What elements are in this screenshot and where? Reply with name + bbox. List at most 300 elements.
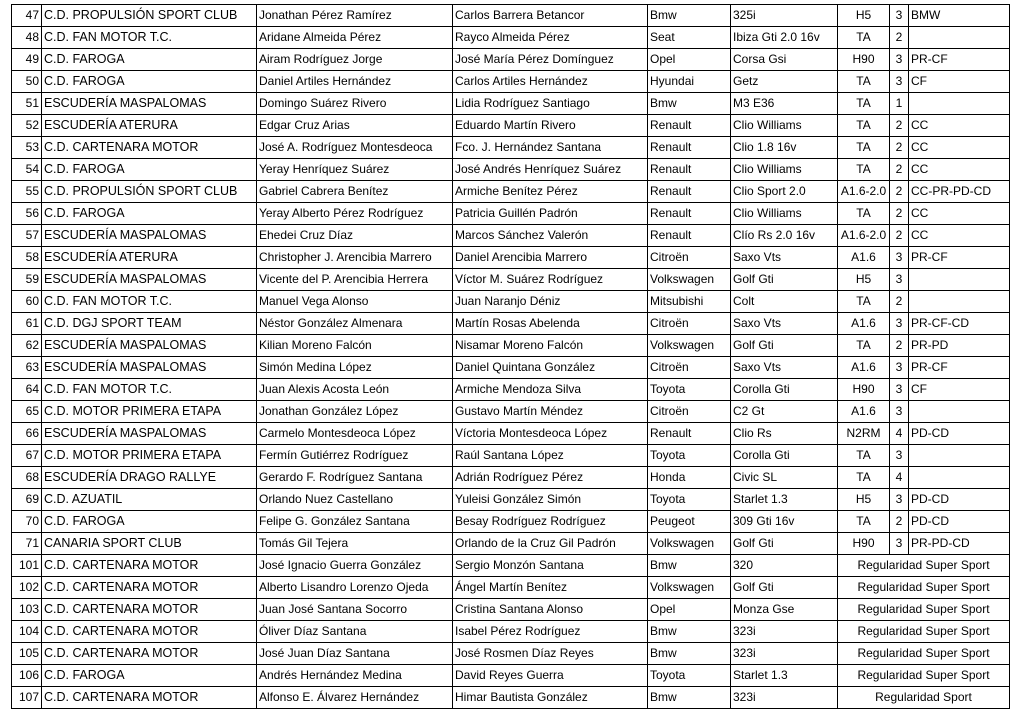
- entry-number: 59: [12, 269, 42, 291]
- table-row: [12, 115, 1010, 137]
- observations: CC: [909, 137, 1010, 159]
- entry-number: 58: [12, 247, 42, 269]
- pilot-name: Vicente del P. Arencibia Herrera: [257, 269, 453, 291]
- car-model: Clio 1.8 16v: [731, 137, 838, 159]
- pilot-name: Simón Medina López: [257, 357, 453, 379]
- entry-number: 57: [12, 225, 42, 247]
- copilot-name: José Andrés Henríquez Suárez: [453, 159, 648, 181]
- observations: PR-CF: [909, 357, 1010, 379]
- car-brand: Toyota: [648, 445, 731, 467]
- car-category: TA: [838, 71, 890, 93]
- car-brand: Citroën: [648, 247, 731, 269]
- team-name: ESCUDERÍA MASPALOMAS: [42, 357, 257, 379]
- table-row: [12, 621, 1010, 643]
- pilot-name: Óliver Díaz Santana: [257, 621, 453, 643]
- observations: PR-PD: [909, 335, 1010, 357]
- pilot-name: Felipe G. González Santana: [257, 511, 453, 533]
- car-brand: Toyota: [648, 665, 731, 687]
- copilot-name: Patricia Guillén Padrón: [453, 203, 648, 225]
- car-model: Clio Rs: [731, 423, 838, 445]
- copilot-name: Lidia Rodríguez Santiago: [453, 93, 648, 115]
- car-group: 3: [890, 313, 909, 335]
- copilot-name: Gustavo Martín Méndez: [453, 401, 648, 423]
- table-row: [12, 687, 1010, 709]
- observations: PD-CD: [909, 423, 1010, 445]
- table-row: [12, 555, 1010, 577]
- car-group: 2: [890, 181, 909, 203]
- car-model: Saxo Vts: [731, 357, 838, 379]
- table-row: [12, 489, 1010, 511]
- car-group: 4: [890, 423, 909, 445]
- observations: CC-PR-PD-CD: [909, 181, 1010, 203]
- team-name: C.D. CARTENARA MOTOR: [42, 621, 257, 643]
- pilot-name: Andrés Hernández Medina: [257, 665, 453, 687]
- car-group: 2: [890, 27, 909, 49]
- car-model: Starlet 1.3: [731, 489, 838, 511]
- table-row: [12, 5, 1010, 27]
- car-brand: Volkswagen: [648, 335, 731, 357]
- table-row: [12, 643, 1010, 665]
- pilot-name: José A. Rodríguez Montesdeoca: [257, 137, 453, 159]
- team-name: C.D. PROPULSIÓN SPORT CLUB: [42, 5, 257, 27]
- entry-list-body: [12, 5, 1010, 709]
- entry-number: 68: [12, 467, 42, 489]
- car-category: H5: [838, 5, 890, 27]
- table-row: [12, 445, 1010, 467]
- team-name: C.D. PROPULSIÓN SPORT CLUB: [42, 181, 257, 203]
- copilot-name: Besay Rodríguez Rodríguez: [453, 511, 648, 533]
- table-row: [12, 467, 1010, 489]
- car-model: Golf Gti: [731, 335, 838, 357]
- car-group: 2: [890, 511, 909, 533]
- car-model: Corolla Gti: [731, 445, 838, 467]
- table-row: [12, 335, 1010, 357]
- team-name: ESCUDERÍA MASPALOMAS: [42, 225, 257, 247]
- team-name: C.D. FAN MOTOR T.C.: [42, 291, 257, 313]
- car-group: 3: [890, 269, 909, 291]
- car-model: Clio Williams: [731, 159, 838, 181]
- car-brand: Renault: [648, 423, 731, 445]
- car-model: M3 E36: [731, 93, 838, 115]
- team-name: C.D. AZUATIL: [42, 489, 257, 511]
- entry-number: 105: [12, 643, 42, 665]
- car-model: 320: [731, 555, 838, 577]
- observations: CF: [909, 379, 1010, 401]
- car-brand: Renault: [648, 115, 731, 137]
- observations: PD-CD: [909, 489, 1010, 511]
- car-model: Civic SL: [731, 467, 838, 489]
- observations: PR-CF: [909, 49, 1010, 71]
- copilot-name: José María Pérez Domínguez: [453, 49, 648, 71]
- team-name: C.D. FAROGA: [42, 49, 257, 71]
- entry-number: 60: [12, 291, 42, 313]
- entry-number: 67: [12, 445, 42, 467]
- copilot-name: Adrián Rodríguez Pérez: [453, 467, 648, 489]
- entry-number: 55: [12, 181, 42, 203]
- car-model: Golf Gti: [731, 533, 838, 555]
- pilot-name: Airam Rodríguez Jorge: [257, 49, 453, 71]
- observations: [909, 467, 1010, 489]
- table-row: [12, 511, 1010, 533]
- team-name: C.D. CARTENARA MOTOR: [42, 577, 257, 599]
- copilot-name: Víctoria Montesdeoca López: [453, 423, 648, 445]
- pilot-name: Jonathan González López: [257, 401, 453, 423]
- car-brand: Hyundai: [648, 71, 731, 93]
- observations: CC: [909, 225, 1010, 247]
- copilot-name: Sergio Monzón Santana: [453, 555, 648, 577]
- car-category: TA: [838, 159, 890, 181]
- pilot-name: Juan Alexis Acosta León: [257, 379, 453, 401]
- copilot-name: Raúl Santana López: [453, 445, 648, 467]
- car-model: Clio Williams: [731, 203, 838, 225]
- pilot-name: Gerardo F. Rodríguez Santana: [257, 467, 453, 489]
- car-category: A1.6: [838, 313, 890, 335]
- copilot-name: Carlos Artiles Hernández: [453, 71, 648, 93]
- entry-number: 56: [12, 203, 42, 225]
- team-name: C.D. DGJ SPORT TEAM: [42, 313, 257, 335]
- copilot-name: Eduardo Martín Rivero: [453, 115, 648, 137]
- car-brand: Bmw: [648, 555, 731, 577]
- car-brand: Opel: [648, 49, 731, 71]
- car-model: Clio Sport 2.0: [731, 181, 838, 203]
- car-group: 2: [890, 115, 909, 137]
- table-row: [12, 313, 1010, 335]
- entry-number: 70: [12, 511, 42, 533]
- car-model: Saxo Vts: [731, 313, 838, 335]
- entry-number: 47: [12, 5, 42, 27]
- copilot-name: Daniel Quintana González: [453, 357, 648, 379]
- car-model: C2 Gt: [731, 401, 838, 423]
- car-model: Monza Gse: [731, 599, 838, 621]
- observations: [909, 27, 1010, 49]
- table-row: [12, 577, 1010, 599]
- car-group: 3: [890, 71, 909, 93]
- table-row: [12, 423, 1010, 445]
- car-category: A1.6: [838, 357, 890, 379]
- entry-number: 64: [12, 379, 42, 401]
- observations: CF: [909, 71, 1010, 93]
- entry-number: 104: [12, 621, 42, 643]
- table-row: [12, 93, 1010, 115]
- copilot-name: David Reyes Guerra: [453, 665, 648, 687]
- car-group: 2: [890, 203, 909, 225]
- copilot-name: Fco. J. Hernández Santana: [453, 137, 648, 159]
- team-name: ESCUDERÍA MASPALOMAS: [42, 335, 257, 357]
- car-group: 2: [890, 225, 909, 247]
- team-name: C.D. FAROGA: [42, 159, 257, 181]
- table-row: [12, 71, 1010, 93]
- car-category: TA: [838, 137, 890, 159]
- table-row: [12, 269, 1010, 291]
- team-name: ESCUDERÍA MASPALOMAS: [42, 423, 257, 445]
- pilot-name: Daniel Artiles Hernández: [257, 71, 453, 93]
- regularity-class: Regularidad Super Sport: [838, 555, 1010, 577]
- car-group: 3: [890, 357, 909, 379]
- car-brand: Honda: [648, 467, 731, 489]
- copilot-name: Víctor M. Suárez Rodríguez: [453, 269, 648, 291]
- observations: CC: [909, 115, 1010, 137]
- car-brand: Citroën: [648, 357, 731, 379]
- team-name: C.D. MOTOR PRIMERA ETAPA: [42, 445, 257, 467]
- car-group: 3: [890, 49, 909, 71]
- car-brand: Volkswagen: [648, 577, 731, 599]
- team-name: C.D. CARTENARA MOTOR: [42, 137, 257, 159]
- copilot-name: Armiche Mendoza Silva: [453, 379, 648, 401]
- pilot-name: Kilian Moreno Falcón: [257, 335, 453, 357]
- car-model: Ibiza Gti 2.0 16v: [731, 27, 838, 49]
- car-group: 3: [890, 247, 909, 269]
- car-category: TA: [838, 93, 890, 115]
- team-name: ESCUDERÍA DRAGO RALLYE: [42, 467, 257, 489]
- team-name: C.D. FAN MOTOR T.C.: [42, 27, 257, 49]
- car-model: 323i: [731, 643, 838, 665]
- pilot-name: Jonathan Pérez Ramírez: [257, 5, 453, 27]
- car-category: TA: [838, 291, 890, 313]
- car-brand: Renault: [648, 159, 731, 181]
- observations: [909, 445, 1010, 467]
- table-row: [12, 291, 1010, 313]
- observations: [909, 401, 1010, 423]
- copilot-name: Cristina Santana Alonso: [453, 599, 648, 621]
- entry-number: 52: [12, 115, 42, 137]
- pilot-name: Orlando Nuez Castellano: [257, 489, 453, 511]
- copilot-name: José Rosmen Díaz Reyes: [453, 643, 648, 665]
- car-group: 1: [890, 93, 909, 115]
- car-category: H90: [838, 49, 890, 71]
- observations: PR-CF-CD: [909, 313, 1010, 335]
- car-brand: Bmw: [648, 93, 731, 115]
- entry-number: 71: [12, 533, 42, 555]
- pilot-name: Edgar Cruz Arias: [257, 115, 453, 137]
- entry-number: 66: [12, 423, 42, 445]
- car-model: Colt: [731, 291, 838, 313]
- car-group: 2: [890, 159, 909, 181]
- copilot-name: Daniel Arencibia Marrero: [453, 247, 648, 269]
- copilot-name: Ángel Martín Benítez: [453, 577, 648, 599]
- car-group: 2: [890, 137, 909, 159]
- observations: CC: [909, 203, 1010, 225]
- pilot-name: Christopher J. Arencibia Marrero: [257, 247, 453, 269]
- car-model: 323i: [731, 621, 838, 643]
- table-row: [12, 181, 1010, 203]
- entry-number: 69: [12, 489, 42, 511]
- car-brand: Bmw: [648, 5, 731, 27]
- car-group: 2: [890, 335, 909, 357]
- table-row: [12, 357, 1010, 379]
- car-model: 309 Gti 16v: [731, 511, 838, 533]
- car-category: A1.6-2.0: [838, 225, 890, 247]
- observations: [909, 269, 1010, 291]
- copilot-name: Armiche Benítez Pérez: [453, 181, 648, 203]
- car-group: 3: [890, 489, 909, 511]
- car-category: H5: [838, 269, 890, 291]
- team-name: C.D. CARTENARA MOTOR: [42, 643, 257, 665]
- entry-number: 54: [12, 159, 42, 181]
- entry-number: 49: [12, 49, 42, 71]
- car-model: Getz: [731, 71, 838, 93]
- copilot-name: Isabel Pérez Rodríguez: [453, 621, 648, 643]
- entry-number: 106: [12, 665, 42, 687]
- car-group: 3: [890, 533, 909, 555]
- car-model: Clío Rs 2.0 16v: [731, 225, 838, 247]
- table-row: [12, 401, 1010, 423]
- car-brand: Bmw: [648, 687, 731, 709]
- car-brand: Bmw: [648, 643, 731, 665]
- car-category: N2RM: [838, 423, 890, 445]
- copilot-name: Nisamar Moreno Falcón: [453, 335, 648, 357]
- car-brand: Renault: [648, 203, 731, 225]
- pilot-name: Carmelo Montesdeoca López: [257, 423, 453, 445]
- pilot-name: Manuel Vega Alonso: [257, 291, 453, 313]
- car-brand: Toyota: [648, 489, 731, 511]
- car-category: H90: [838, 533, 890, 555]
- car-brand: Bmw: [648, 621, 731, 643]
- copilot-name: Carlos Barrera Betancor: [453, 5, 648, 27]
- pilot-name: Fermín Gutiérrez Rodríguez: [257, 445, 453, 467]
- team-name: ESCUDERÍA MASPALOMAS: [42, 269, 257, 291]
- copilot-name: Marcos Sánchez Valerón: [453, 225, 648, 247]
- car-category: H90: [838, 379, 890, 401]
- team-name: CANARIA SPORT CLUB: [42, 533, 257, 555]
- table-row: [12, 203, 1010, 225]
- pilot-name: José Juan Díaz Santana: [257, 643, 453, 665]
- pilot-name: Néstor González Almenara: [257, 313, 453, 335]
- car-model: 323i: [731, 687, 838, 709]
- regularity-class: Regularidad Super Sport: [838, 621, 1010, 643]
- table-row: [12, 379, 1010, 401]
- car-category: TA: [838, 335, 890, 357]
- car-group: 3: [890, 379, 909, 401]
- entry-number: 107: [12, 687, 42, 709]
- car-brand: Renault: [648, 137, 731, 159]
- car-brand: Citroën: [648, 313, 731, 335]
- team-name: C.D. CARTENARA MOTOR: [42, 555, 257, 577]
- pilot-name: Yeray Alberto Pérez Rodríguez: [257, 203, 453, 225]
- pilot-name: Ehedei Cruz Díaz: [257, 225, 453, 247]
- entry-number: 50: [12, 71, 42, 93]
- car-category: TA: [838, 115, 890, 137]
- pilot-name: Gabriel Cabrera Benítez: [257, 181, 453, 203]
- table-row: [12, 49, 1010, 71]
- regularity-class: Regularidad Super Sport: [838, 599, 1010, 621]
- car-category: TA: [838, 467, 890, 489]
- car-group: 2: [890, 291, 909, 313]
- copilot-name: Orlando de la Cruz Gil Padrón: [453, 533, 648, 555]
- entry-number: 101: [12, 555, 42, 577]
- team-name: ESCUDERÍA MASPALOMAS: [42, 93, 257, 115]
- observations: PR-CF: [909, 247, 1010, 269]
- car-brand: Citroën: [648, 401, 731, 423]
- car-brand: Mitsubishi: [648, 291, 731, 313]
- entry-number: 53: [12, 137, 42, 159]
- car-brand: Volkswagen: [648, 533, 731, 555]
- observations: CC: [909, 159, 1010, 181]
- table-row: [12, 27, 1010, 49]
- car-group: 3: [890, 401, 909, 423]
- car-category: H5: [838, 489, 890, 511]
- car-model: Clio Williams: [731, 115, 838, 137]
- pilot-name: Domingo Suárez Rivero: [257, 93, 453, 115]
- table-row: [12, 159, 1010, 181]
- car-group: 3: [890, 5, 909, 27]
- car-category: A1.6: [838, 247, 890, 269]
- entry-number: 48: [12, 27, 42, 49]
- car-category: TA: [838, 511, 890, 533]
- copilot-name: Martín Rosas Abelenda: [453, 313, 648, 335]
- copilot-name: Himar Bautista González: [453, 687, 648, 709]
- copilot-name: Rayco Almeida Pérez: [453, 27, 648, 49]
- pilot-name: Yeray Henríquez Suárez: [257, 159, 453, 181]
- copilot-name: Juan Naranjo Déniz: [453, 291, 648, 313]
- car-brand: Toyota: [648, 379, 731, 401]
- car-brand: Opel: [648, 599, 731, 621]
- entry-number: 102: [12, 577, 42, 599]
- car-brand: Volkswagen: [648, 269, 731, 291]
- team-name: C.D. CARTENARA MOTOR: [42, 599, 257, 621]
- team-name: C.D. FAROGA: [42, 71, 257, 93]
- regularity-class: Regularidad Sport: [838, 687, 1010, 709]
- table-row: [12, 599, 1010, 621]
- observations: [909, 93, 1010, 115]
- team-name: C.D. FAN MOTOR T.C.: [42, 379, 257, 401]
- entry-number: 62: [12, 335, 42, 357]
- team-name: C.D. FAROGA: [42, 511, 257, 533]
- table-row: [12, 533, 1010, 555]
- pilot-name: Tomás Gil Tejera: [257, 533, 453, 555]
- team-name: C.D. FAROGA: [42, 203, 257, 225]
- pilot-name: Juan José Santana Socorro: [257, 599, 453, 621]
- pilot-name: Alfonso E. Álvarez Hernández: [257, 687, 453, 709]
- copilot-name: Yuleisi González Simón: [453, 489, 648, 511]
- entry-number: 61: [12, 313, 42, 335]
- observations: PR-PD-CD: [909, 533, 1010, 555]
- entry-number: 65: [12, 401, 42, 423]
- car-brand: Renault: [648, 181, 731, 203]
- car-category: A1.6: [838, 401, 890, 423]
- regularity-class: Regularidad Super Sport: [838, 643, 1010, 665]
- car-category: TA: [838, 27, 890, 49]
- regularity-class: Regularidad Super Sport: [838, 665, 1010, 687]
- pilot-name: José Ignacio Guerra González: [257, 555, 453, 577]
- table-row: [12, 137, 1010, 159]
- team-name: C.D. FAROGA: [42, 665, 257, 687]
- regularity-class: Regularidad Super Sport: [838, 577, 1010, 599]
- observations: [909, 291, 1010, 313]
- car-category: TA: [838, 445, 890, 467]
- entry-list-table: [11, 4, 1010, 709]
- entry-number: 51: [12, 93, 42, 115]
- team-name: C.D. MOTOR PRIMERA ETAPA: [42, 401, 257, 423]
- table-row: [12, 247, 1010, 269]
- car-model: Corsa Gsi: [731, 49, 838, 71]
- car-model: Golf Gti: [731, 269, 838, 291]
- car-group: 4: [890, 467, 909, 489]
- table-row: [12, 665, 1010, 687]
- car-group: 3: [890, 445, 909, 467]
- entry-number: 63: [12, 357, 42, 379]
- car-brand: Seat: [648, 27, 731, 49]
- table-row: [12, 225, 1010, 247]
- entry-number: 103: [12, 599, 42, 621]
- car-category: TA: [838, 203, 890, 225]
- car-brand: Renault: [648, 225, 731, 247]
- pilot-name: Aridane Almeida Pérez: [257, 27, 453, 49]
- car-model: Golf Gti: [731, 577, 838, 599]
- pilot-name: Alberto Lisandro Lorenzo Ojeda: [257, 577, 453, 599]
- team-name: ESCUDERÍA ATERURA: [42, 247, 257, 269]
- team-name: C.D. CARTENARA MOTOR: [42, 687, 257, 709]
- car-model: Saxo Vts: [731, 247, 838, 269]
